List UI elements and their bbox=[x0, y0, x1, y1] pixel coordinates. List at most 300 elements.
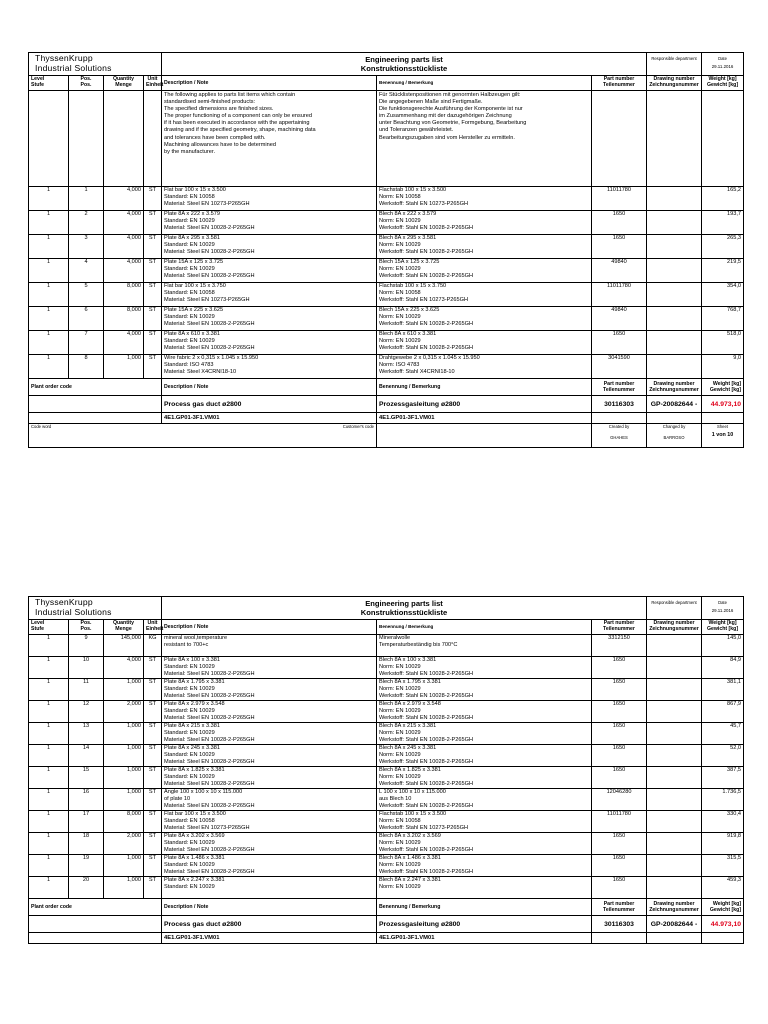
text-line: Standard: EN 10029 bbox=[164, 774, 215, 780]
pos-cell: 19 bbox=[69, 855, 104, 877]
text-line: Part number bbox=[603, 76, 635, 82]
total-weight: 44.973,10 bbox=[702, 916, 744, 933]
text-line: Material: Steel EN 10028-2-P265GH bbox=[164, 225, 255, 231]
footer-description-label: Description / Note bbox=[162, 379, 377, 396]
text-line: Norm: EN 10029 bbox=[379, 708, 421, 714]
text-line: Norm: EN 10029 bbox=[379, 218, 421, 224]
empty-cell bbox=[104, 91, 144, 187]
footer-drawing-label bbox=[647, 899, 702, 916]
unit-cell: ST bbox=[144, 355, 162, 379]
title-block bbox=[29, 53, 744, 76]
text-line: Werkstoff: Stahl EN 10028-2-P265GH bbox=[379, 869, 474, 875]
description-cell bbox=[162, 635, 377, 657]
text-line: Plate 8A x 295 x 3.581 bbox=[164, 235, 220, 241]
text-line: Plate 15A x 125 x 3.725 bbox=[164, 259, 224, 265]
changed-by-value: BARROSO bbox=[663, 435, 685, 440]
description-cell bbox=[162, 767, 377, 789]
quantity-cell: 2,000 bbox=[104, 833, 144, 855]
text-line: Standard: EN 10058 bbox=[164, 818, 215, 824]
text-line: Standard: EN 10058 bbox=[164, 194, 215, 200]
text-line: im Zusammenhang mit der dazugehörigen Zeichnung bbox=[379, 113, 512, 120]
benennung-cell bbox=[377, 789, 592, 811]
text-line: Werkstoff: Stahl EN 10028-2-P265GH bbox=[379, 781, 474, 787]
unit-cell: ST bbox=[144, 657, 162, 679]
benennung-cell bbox=[377, 635, 592, 657]
text-line: Menge bbox=[115, 626, 132, 632]
level-cell: 1 bbox=[29, 235, 69, 259]
text-line: Plate 8A x 222 x 3.579 bbox=[164, 211, 220, 217]
quantity-cell: 4,000 bbox=[104, 259, 144, 283]
footer-code-row bbox=[29, 413, 744, 424]
quantity-cell: 8,000 bbox=[104, 283, 144, 307]
text-line: Die funktionsgerechte Ausführung der Komponente ist nur bbox=[379, 106, 523, 113]
changed-by-cell bbox=[647, 424, 702, 448]
text-line: Flat bar 100 x 15 x 3.500 bbox=[164, 187, 226, 193]
text-line: Blech 8A x 295 x 3.581 bbox=[379, 235, 437, 241]
benennung-cell bbox=[377, 259, 592, 283]
plant-order-code-label: Plant order code bbox=[29, 899, 162, 916]
description-cell bbox=[162, 355, 377, 379]
footer-header-row bbox=[29, 899, 744, 916]
text-line: Material: Steel EN 10273-P265GH bbox=[164, 297, 250, 303]
weight-cell: 219,5 bbox=[702, 259, 744, 283]
text-line: Norm: EN 10058 bbox=[379, 290, 421, 296]
weight-cell: 265,3 bbox=[702, 235, 744, 259]
text-line: Pos. bbox=[80, 620, 92, 626]
text-line: Zeichnungsnummer bbox=[649, 907, 699, 913]
table-row bbox=[29, 283, 744, 307]
text-line: Standard: EN 10029 bbox=[164, 338, 215, 344]
level-cell: 1 bbox=[29, 657, 69, 679]
empty-cell bbox=[647, 933, 702, 944]
pos-cell: 10 bbox=[69, 657, 104, 679]
text-line: Flat bar 100 x 15 x 3.750 bbox=[164, 283, 226, 289]
assembly-drawing-number: GP-20082644 - bbox=[647, 396, 702, 413]
benennung-cell bbox=[377, 679, 592, 701]
text-line: Bearbeitungszugaben sind vom Hersteller zu ermitteln. bbox=[379, 134, 515, 141]
level-cell: 1 bbox=[29, 877, 69, 899]
part-number-cell: 11011780 bbox=[592, 811, 647, 833]
text-line: Gewicht [kg] bbox=[709, 387, 742, 393]
drawing-number-cell bbox=[647, 211, 702, 235]
text-line: Standard: EN 10029 bbox=[164, 752, 215, 758]
description-cell bbox=[162, 307, 377, 331]
text-line: Material: Steel EN 10028-2-P265GH bbox=[164, 671, 255, 677]
col-level bbox=[29, 76, 69, 91]
text-line: Mineralwolle bbox=[379, 635, 411, 641]
level-cell: 1 bbox=[29, 211, 69, 235]
unit-cell: ST bbox=[144, 211, 162, 235]
pos-cell: 1 bbox=[69, 187, 104, 211]
text-line: Blech 8A x 245 x 3.381 bbox=[379, 745, 437, 751]
text-line: Drawing number bbox=[653, 76, 695, 82]
company-name bbox=[29, 53, 162, 76]
empty-cell bbox=[702, 413, 744, 424]
weight-cell: 45,7 bbox=[702, 723, 744, 745]
weight-cell: 919,8 bbox=[702, 833, 744, 855]
quantity-cell: 1,000 bbox=[104, 767, 144, 789]
unit-cell: ST bbox=[144, 811, 162, 833]
text-line: Standard: EN 10029 bbox=[164, 730, 215, 736]
col-description: Description / Note bbox=[162, 76, 377, 91]
part-number-cell: 11011780 bbox=[592, 283, 647, 307]
benennung-cell bbox=[377, 833, 592, 855]
drawing-number-cell bbox=[647, 789, 702, 811]
col-pos bbox=[69, 620, 104, 635]
description-cell bbox=[162, 701, 377, 723]
document-title bbox=[162, 597, 647, 620]
drawing-number-cell bbox=[647, 723, 702, 745]
level-cell: 1 bbox=[29, 355, 69, 379]
benennung-cell bbox=[377, 767, 592, 789]
table-row bbox=[29, 833, 744, 855]
table-row bbox=[29, 235, 744, 259]
text-line: Unit bbox=[147, 620, 158, 626]
text-line: Norm: EN 10029 bbox=[379, 266, 421, 272]
empty-cell bbox=[592, 413, 647, 424]
col-benennung: Benennung / Bemerkung bbox=[377, 620, 592, 635]
text-line: Blech 8A x 215 x 3.381 bbox=[379, 723, 437, 729]
drawing-number-cell bbox=[647, 745, 702, 767]
pos-cell: 4 bbox=[69, 259, 104, 283]
assembly-description-en: Process gas duct ø2800 bbox=[162, 916, 377, 933]
quantity-cell: 8,000 bbox=[104, 811, 144, 833]
weight-cell: 145,0 bbox=[702, 635, 744, 657]
unit-cell: ST bbox=[144, 745, 162, 767]
text-line: Werkstoff: Stahl X4CRNI18-10 bbox=[379, 369, 455, 375]
description-cell bbox=[162, 259, 377, 283]
date-value: 29.11.2016 bbox=[711, 64, 734, 69]
text-line: Norm: EN 10058 bbox=[379, 194, 421, 200]
text-line: Blech 15A x 125 x 3.725 bbox=[379, 259, 440, 265]
title-en: Engineering parts list bbox=[365, 599, 443, 608]
text-line: drawing and if the specified geometry, shape, machining data bbox=[164, 127, 316, 134]
text-line: Standard: EN 10029 bbox=[164, 840, 215, 846]
text-line: Blech 8A x 100 x 3.381 bbox=[379, 657, 437, 663]
benennung-cell bbox=[377, 811, 592, 833]
company-line-1: ThyssenKrupp bbox=[35, 597, 93, 607]
text-line: Werkstoff: Stahl EN 10028-2-P265GH bbox=[379, 249, 474, 255]
footer-summary-row bbox=[29, 396, 744, 413]
table-row bbox=[29, 331, 744, 355]
unit-cell: ST bbox=[144, 855, 162, 877]
description-cell bbox=[162, 235, 377, 259]
table-row bbox=[29, 723, 744, 745]
text-line: Weight [kg] bbox=[712, 901, 742, 907]
description-cell bbox=[162, 187, 377, 211]
table-row bbox=[29, 259, 744, 283]
pos-cell: 2 bbox=[69, 211, 104, 235]
part-number-cell: 1650 bbox=[592, 331, 647, 355]
text-line: Blech 8A x 1.825 x 3.381 bbox=[379, 767, 441, 773]
text-line: Blech 8A x 2.979 x 3.548 bbox=[379, 701, 441, 707]
assembly-code-en: 4E1.GP01-3F1.VM01 bbox=[162, 933, 377, 944]
text-line: Werkstoff: Stahl EN 10028-2-P265GH bbox=[379, 759, 474, 765]
table-row bbox=[29, 855, 744, 877]
text-line: The proper functioning of a component can only be ensured bbox=[164, 113, 313, 120]
level-cell: 1 bbox=[29, 259, 69, 283]
text-line: Teilenummer bbox=[603, 387, 635, 393]
responsible-department: Responsible department bbox=[647, 53, 702, 76]
text-line: Standard: EN 10029 bbox=[164, 862, 215, 868]
footer-benennung-label: Benennung / Bemerkung bbox=[377, 899, 592, 916]
quantity-cell: 2,000 bbox=[104, 701, 144, 723]
weight-cell: 867,9 bbox=[702, 701, 744, 723]
quantity-cell: 1,000 bbox=[104, 679, 144, 701]
drawing-number-cell bbox=[647, 635, 702, 657]
quantity-cell: 1,000 bbox=[104, 745, 144, 767]
text-line: Plate 8A x 215 x 3.381 bbox=[164, 723, 220, 729]
text-line: Material: Steel EN 10028-2-P265GH bbox=[164, 249, 255, 255]
pos-cell: 9 bbox=[69, 635, 104, 657]
level-cell: 1 bbox=[29, 635, 69, 657]
customer-code-label: Customer's code bbox=[342, 424, 374, 429]
table-row bbox=[29, 811, 744, 833]
drawing-number-cell bbox=[647, 307, 702, 331]
description-cell bbox=[162, 283, 377, 307]
company-line-2: Industrial Solutions bbox=[35, 606, 112, 617]
text-line: Teilenummer bbox=[603, 626, 635, 632]
description-cell bbox=[162, 855, 377, 877]
empty-cell bbox=[702, 933, 744, 944]
unit-cell: ST bbox=[144, 701, 162, 723]
description-cell bbox=[162, 331, 377, 355]
text-line: Blech 8A x 1.486 x 3.381 bbox=[379, 855, 441, 861]
table-row bbox=[29, 657, 744, 679]
text-line: Material: Steel EN 10028-2-P265GH bbox=[164, 847, 255, 853]
text-line: Blech 8A x 3.202 x 3.569 bbox=[379, 833, 441, 839]
text-line: Flachstab 100 x 15 x 3.750 bbox=[379, 283, 447, 289]
pos-cell: 8 bbox=[69, 355, 104, 379]
date-label: Date bbox=[718, 56, 727, 61]
benennung-cell bbox=[377, 307, 592, 331]
col-part-number bbox=[592, 620, 647, 635]
benennung-cell bbox=[377, 283, 592, 307]
col-unit bbox=[144, 620, 162, 635]
text-line: Werkstoff: Stahl EN 10028-2-P265GH bbox=[379, 321, 474, 327]
description-cell bbox=[162, 745, 377, 767]
text-line: Zeichnungsnummer bbox=[649, 626, 699, 632]
text-line: Material: Steel EN 10028-2-P265GH bbox=[164, 803, 255, 809]
footer-summary-row bbox=[29, 916, 744, 933]
drawing-number-cell bbox=[647, 877, 702, 899]
date-cell bbox=[702, 597, 744, 620]
description-cell bbox=[162, 657, 377, 679]
footer-code-row bbox=[29, 933, 744, 944]
text-line: Norm: EN 10029 bbox=[379, 730, 421, 736]
column-header-row bbox=[29, 620, 744, 635]
assembly-code-en: 4E1.GP01-3F1.VM01 bbox=[162, 413, 377, 424]
table-row bbox=[29, 187, 744, 211]
text-line: Flat bar 100 x 15 x 3.500 bbox=[164, 811, 226, 817]
empty-cell bbox=[29, 933, 162, 944]
empty-cell bbox=[647, 413, 702, 424]
part-number-cell: 1650 bbox=[592, 833, 647, 855]
pos-cell: 17 bbox=[69, 811, 104, 833]
level-cell: 1 bbox=[29, 789, 69, 811]
intro-note-de bbox=[377, 91, 592, 187]
text-line: Plate 8A x 1.486 x 3.381 bbox=[164, 855, 225, 861]
empty-cell bbox=[647, 91, 702, 187]
level-cell: 1 bbox=[29, 767, 69, 789]
text-line: Teilenummer bbox=[603, 907, 635, 913]
text-line: Material: Steel EN 10028-2-P265GH bbox=[164, 693, 255, 699]
text-line: Weight [kg] bbox=[712, 381, 742, 387]
weight-cell: 1.736,5 bbox=[702, 789, 744, 811]
part-number-cell: 1650 bbox=[592, 745, 647, 767]
text-line: Blech 15A x 225 x 3.625 bbox=[379, 307, 440, 313]
drawing-number-cell bbox=[647, 767, 702, 789]
text-line: Plate 8A x 3.202 x 3.569 bbox=[164, 833, 225, 839]
pos-cell: 20 bbox=[69, 877, 104, 899]
text-line: Die angegebenen Maße sind Fertigmaße. bbox=[379, 99, 483, 106]
text-line: Werkstoff: Stahl EN 10028-2-P265GH bbox=[379, 273, 474, 279]
pos-cell: 15 bbox=[69, 767, 104, 789]
text-line: resistant to 700+c bbox=[164, 642, 209, 648]
text-line: Machining allowances have to be determined bbox=[164, 141, 276, 148]
assembly-part-number: 30116303 bbox=[592, 396, 647, 413]
assembly-description-de: Prozessgasleitung ø2800 bbox=[377, 916, 592, 933]
drawing-number-cell bbox=[647, 657, 702, 679]
weight-cell: 387,5 bbox=[702, 767, 744, 789]
text-line: Blech 8A x 610 x 3.381 bbox=[379, 331, 437, 337]
weight-cell: 84,9 bbox=[702, 657, 744, 679]
benennung-cell bbox=[377, 331, 592, 355]
drawing-number-cell bbox=[647, 701, 702, 723]
assembly-code-de: 4E1.GP01-3F1.VM01 bbox=[377, 933, 592, 944]
created-by-label: Created by bbox=[608, 424, 630, 429]
pos-cell: 13 bbox=[69, 723, 104, 745]
created-by-value: GHAHES bbox=[610, 435, 628, 440]
text-line: Stufe bbox=[31, 626, 44, 632]
text-line: Wire fabric 2 x 0,315 x 1.045 x 15.950 bbox=[164, 355, 259, 361]
part-number-cell: 1650 bbox=[592, 679, 647, 701]
company-line-1: ThyssenKrupp bbox=[35, 53, 93, 63]
text-line: mineral wool,temperature bbox=[164, 635, 228, 641]
text-line: if it has been executed in accordance with the appertaining bbox=[164, 120, 310, 127]
text-line: Norm: EN 10029 bbox=[379, 686, 421, 692]
text-line: Gewicht [kg] bbox=[706, 626, 739, 632]
text-line: Werkstoff: Stahl EN 10028-2-P265GH bbox=[379, 803, 474, 809]
benennung-cell bbox=[377, 723, 592, 745]
text-line: Level bbox=[31, 620, 45, 626]
level-cell: 1 bbox=[29, 187, 69, 211]
text-line: Drawing number bbox=[653, 901, 695, 907]
text-line: Material: Steel EN 10028-2-P265GH bbox=[164, 759, 255, 765]
text-line: Standard: EN 10029 bbox=[164, 314, 215, 320]
description-cell bbox=[162, 211, 377, 235]
text-line: Pos. bbox=[80, 76, 92, 82]
text-line: Material: Steel EN 10028-2-P265GH bbox=[164, 273, 255, 279]
part-number-cell: 1650 bbox=[592, 657, 647, 679]
date-value: 29.11.2016 bbox=[711, 608, 734, 613]
part-number-cell: 1650 bbox=[592, 235, 647, 259]
table-row bbox=[29, 789, 744, 811]
text-line: Gewicht [kg] bbox=[706, 82, 739, 88]
col-pos bbox=[69, 76, 104, 91]
level-cell: 1 bbox=[29, 833, 69, 855]
weight-cell: 165,2 bbox=[702, 187, 744, 211]
footer-benennung-label: Benennung / Bemerkung bbox=[377, 379, 592, 396]
text-line: Weight [kg] bbox=[708, 76, 737, 82]
sheet-cell bbox=[702, 424, 744, 448]
pos-cell: 14 bbox=[69, 745, 104, 767]
part-number-cell: 49840 bbox=[592, 259, 647, 283]
created-by-cell bbox=[592, 424, 647, 448]
unit-cell: ST bbox=[144, 187, 162, 211]
text-line: Blech 8A x 2.247 x 3.381 bbox=[379, 877, 441, 883]
text-line: Quantity bbox=[112, 76, 135, 82]
footer-weight-label bbox=[702, 379, 744, 396]
drawing-number-cell bbox=[647, 283, 702, 307]
part-number-cell: 1650 bbox=[592, 723, 647, 745]
drawing-number-cell bbox=[647, 259, 702, 283]
benennung-cell bbox=[377, 855, 592, 877]
part-number-cell: 3041590 bbox=[592, 355, 647, 379]
part-number-cell: 3312150 bbox=[592, 635, 647, 657]
pos-cell: 5 bbox=[69, 283, 104, 307]
table-row bbox=[29, 767, 744, 789]
text-line: Material: Steel EN 10273-P265GH bbox=[164, 201, 250, 207]
text-line: Plate 8A x 1.825 x 3.381 bbox=[164, 767, 225, 773]
text-line: Werkstoff: Stahl EN 10028-2-P265GH bbox=[379, 737, 474, 743]
text-line: Norm: EN 10029 bbox=[379, 774, 421, 780]
pos-cell: 12 bbox=[69, 701, 104, 723]
weight-cell: 330,4 bbox=[702, 811, 744, 833]
text-line: Norm: EN 10029 bbox=[379, 862, 421, 868]
benennung-cell bbox=[377, 877, 592, 899]
text-line: Norm: EN 10029 bbox=[379, 338, 421, 344]
text-line: Material: Steel EN 10028-2-P265GH bbox=[164, 737, 255, 743]
empty-cell bbox=[69, 91, 104, 187]
description-cell bbox=[162, 811, 377, 833]
table-row bbox=[29, 745, 744, 767]
total-weight: 44.973,10 bbox=[702, 396, 744, 413]
text-line: Flachstab 100 x 15 x 3.500 bbox=[379, 187, 447, 193]
assembly-part-number: 30116303 bbox=[592, 916, 647, 933]
text-line: Zeichnungsnummer bbox=[649, 387, 699, 393]
unit-cell: ST bbox=[144, 833, 162, 855]
level-cell: 1 bbox=[29, 679, 69, 701]
level-cell: 1 bbox=[29, 745, 69, 767]
text-line: unter Beachtung von Geometrie, Formgebung, Bearbeitung bbox=[379, 120, 527, 127]
table-row bbox=[29, 679, 744, 701]
weight-cell: 193,7 bbox=[702, 211, 744, 235]
benennung-cell bbox=[377, 235, 592, 259]
text-line: Drahtgewebe 2 x 0,315 x 1.045 x 15.950 bbox=[379, 355, 480, 361]
column-header-row bbox=[29, 76, 744, 91]
pos-cell: 18 bbox=[69, 833, 104, 855]
table-row bbox=[29, 307, 744, 331]
text-line: Standard: ISO 4783 bbox=[164, 362, 214, 368]
quantity-cell: 4,000 bbox=[104, 235, 144, 259]
parts-list-sheet-2 bbox=[28, 596, 743, 944]
col-drawing-number bbox=[647, 620, 702, 635]
unit-cell: ST bbox=[144, 877, 162, 899]
text-line: Für Stücklistenpositionen mit genormten Halbzeugen gilt: bbox=[379, 92, 521, 98]
footer-part-label bbox=[592, 899, 647, 916]
description-cell bbox=[162, 789, 377, 811]
text-line: Plate 8A x 100 x 3.381 bbox=[164, 657, 220, 663]
text-line: Werkstoff: Stahl EN 10273-P265GH bbox=[379, 825, 469, 831]
unit-cell: ST bbox=[144, 789, 162, 811]
text-line: Part number bbox=[603, 381, 635, 387]
col-description: Description / Note bbox=[162, 620, 377, 635]
text-line: Angle 100 x 100 x 10 x 115.000 bbox=[164, 789, 243, 795]
assembly-description-en: Process gas duct ø2800 bbox=[162, 396, 377, 413]
date-label: Date bbox=[718, 600, 727, 605]
text-line: L 100 x 100 x 10 x 115.000 bbox=[379, 789, 446, 795]
